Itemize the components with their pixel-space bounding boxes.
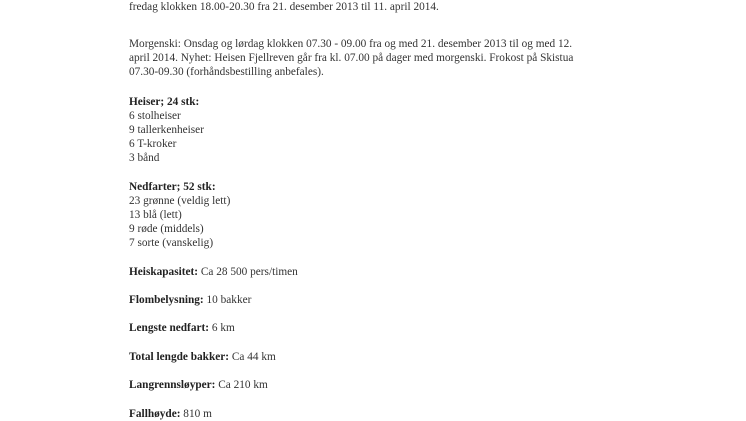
fact-floodlights: Flombelysning: 10 bakker bbox=[129, 294, 252, 306]
lift-item: 6 stolheiser bbox=[129, 110, 181, 122]
intro-paragraph-line: fredag klokken 18.00-20.30 fra 21. desember 2013 til 11. april 2014. bbox=[129, 1, 439, 13]
fact-total-slope-length: Total lengde bakker: Ca 44 km bbox=[129, 351, 276, 363]
fact-vertical-drop: Fallhøyde: 810 m bbox=[129, 408, 212, 420]
slope-item: 9 røde (middels) bbox=[129, 223, 204, 235]
slope-item: 13 blå (lett) bbox=[129, 209, 182, 221]
morning-ski-line-1: Morgenski: Onsdag og lørdag klokken 07.30 - 09.00 fra og med 21. desember 2013 til og med 12. bbox=[129, 38, 573, 50]
morning-ski-line-3: 07.30-09.30 (forhåndsbestilling anbefales). bbox=[129, 66, 324, 78]
slope-item: 23 grønne (veldig lett) bbox=[129, 195, 231, 207]
fact-lift-capacity: Heiskapasitet: Ca 28 500 pers/timen bbox=[129, 266, 298, 278]
slopes-heading: Nedfarter; 52 stk: bbox=[129, 181, 216, 193]
lift-item: 9 tallerkenheiser bbox=[129, 124, 204, 136]
slope-item: 7 sorte (vanskelig) bbox=[129, 237, 214, 249]
lifts-heading: Heiser; 24 stk: bbox=[129, 96, 200, 108]
morning-ski-line-2: april 2014. Nyhet: Heisen Fjellreven går fra kl. 07.00 på dager med morgenski. Frokost på Skistua bbox=[129, 52, 574, 64]
lift-item: 3 bånd bbox=[129, 152, 160, 164]
fact-longest-run: Lengste nedfart: 6 km bbox=[129, 322, 235, 334]
fact-cross-country-trails: Langrennsløyper: Ca 210 km bbox=[129, 379, 268, 391]
lift-item: 6 T-kroker bbox=[129, 138, 177, 150]
